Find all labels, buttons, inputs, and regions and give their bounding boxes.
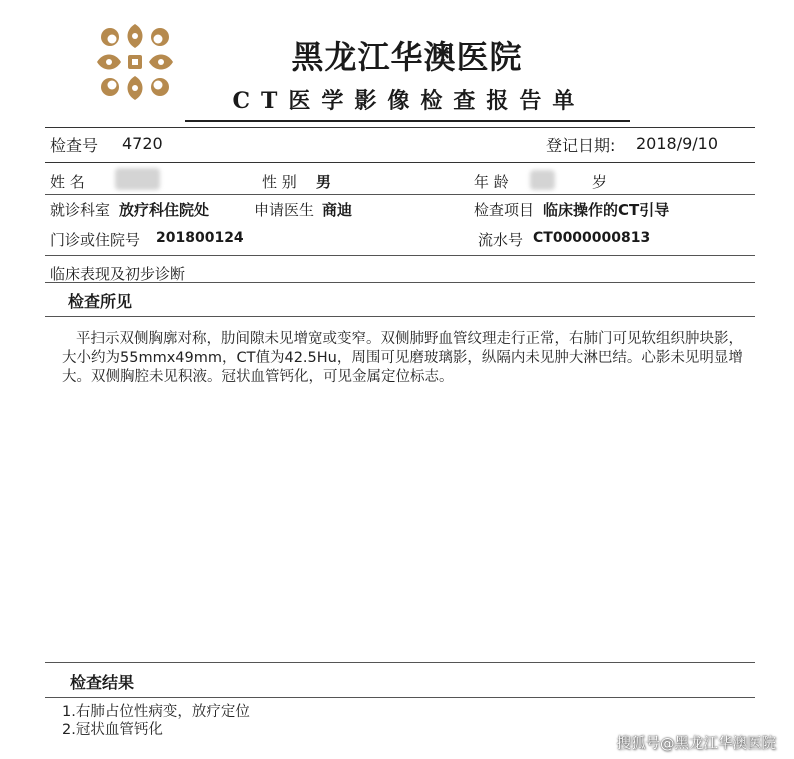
findings-heading: 检查所见 [68,292,133,311]
name-label: 姓 名 [50,173,85,191]
divider-top [45,127,755,128]
divider-findings [45,316,755,317]
age-redacted [530,170,555,190]
divider-row4 [45,255,755,256]
watermark: 搜狐号@黑龙江华澳医院 [616,736,776,752]
exam-item-value: 临床操作的CT引导 [543,201,670,219]
conclusion-heading: 检查结果 [70,673,135,692]
exam-no: 4720 [122,134,163,153]
exam-no-label: 检查号 [50,136,99,155]
divider-conclusion-top [45,662,755,663]
conclusion-item: 2.冠状血管钙化 [62,722,163,738]
divider-row1 [45,162,755,163]
sex-label: 性 别 [262,173,297,191]
hospital-name: 黑龙江华澳医院 [291,38,523,76]
age-label: 年 龄 [474,173,509,191]
doctor-value: 商迪 [322,201,353,219]
findings-text: 平扫示双侧胸廓对称，肋间隙未见增宽或变窄。双侧肺野血管纹理走行正常，右肺门可见软组织肿块影，大小约为55mmx49mm，CT值为42.5Hu，周围可见磨玻璃影，纵隔内未见肿大淋巴结。心影未见明显增大。双侧胸腔未见积液。冠状血管钙化，可见金属定位标志。 [62,331,743,385]
conclusion-list [62,703,250,739]
divider-row2 [45,194,755,195]
reg-date: 2018/9/10 [636,134,719,153]
exam-item-label: 检查项目 [474,201,535,219]
reg-date-label: 登记日期: [546,136,616,155]
serial-no-label: 流水号 [478,231,524,249]
report-title: CT医学影像检查报告单 [232,88,586,114]
divider-clinical [45,282,755,283]
clinical-label: 临床表现及初步诊断 [50,265,186,283]
doctor-label: 申请医生 [254,201,315,219]
dept-label: 就诊科室 [50,201,111,219]
divider-conclusion [45,697,755,698]
inpatient-no: 201800124 [156,230,244,246]
sex-value: 男 [316,173,332,191]
title-underline [185,120,630,122]
dept-value: 放疗科住院处 [119,201,210,219]
name-redacted [115,168,160,190]
age-unit: 岁 [592,173,608,191]
serial-no: CT0000000813 [533,230,651,246]
inpatient-no-label: 门诊或住院号 [50,231,141,249]
conclusion-item: 1.右肺占位性病变，放疗定位 [62,704,250,720]
